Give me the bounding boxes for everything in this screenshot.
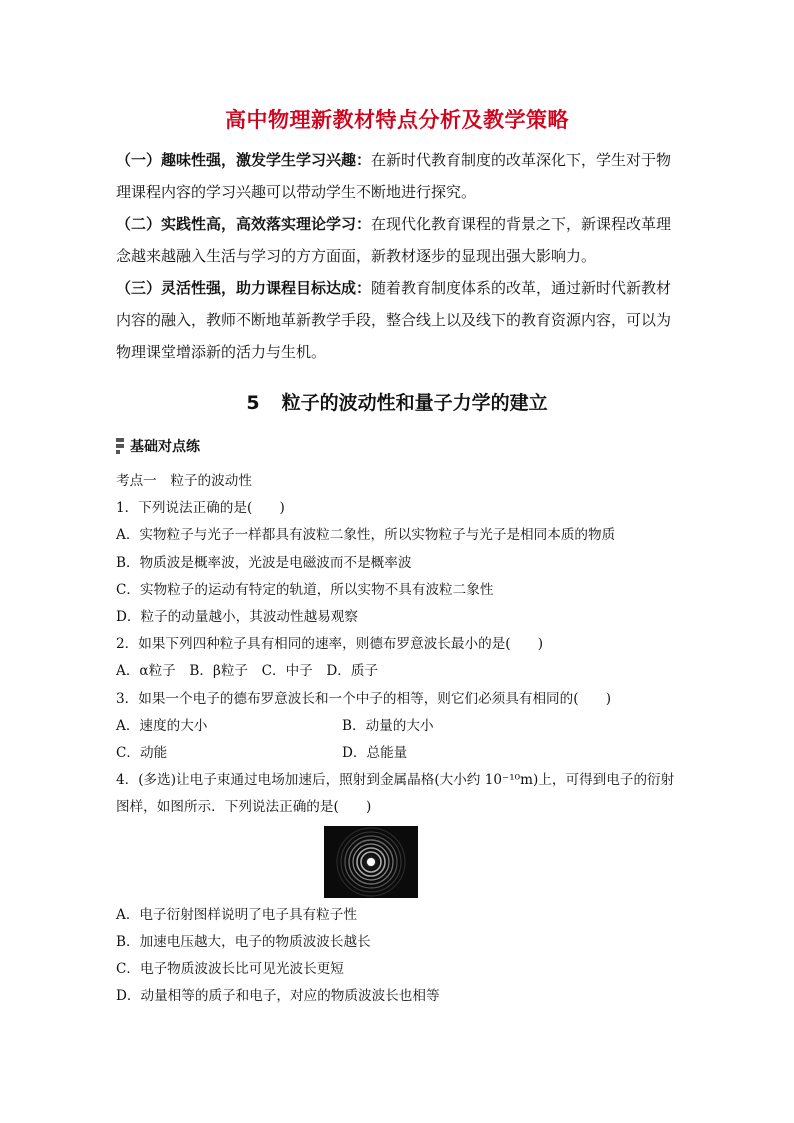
intro-lead: （二）实践性高，高效落实理论学习：	[116, 215, 372, 233]
q1-option-d: D．粒子的动量越小，其波动性越易观察	[116, 609, 358, 626]
question-list	[116, 468, 686, 1010]
section-title: 粒子的波动性和量子力学的建立	[281, 392, 548, 414]
q3-options-row-2	[116, 740, 686, 767]
q1-option-c: C．实物粒子的运动有特定的轨道，所以实物不具有波粒二象性	[116, 581, 494, 598]
q3-options-row-1	[116, 713, 686, 740]
q4-option-b: B．加速电压越大，电子的物质波波长越长	[116, 933, 371, 950]
intro-paragraph-3	[116, 272, 682, 368]
q4-stem-line-2: 图样，如图所示．下列说法正确的是( )	[116, 799, 372, 816]
section-number: 5	[246, 392, 260, 414]
intro-paragraph-1	[116, 144, 682, 208]
q1-option-a: A．实物粒子与光子一样都具有波粒二象性，所以实物粒子与光子是相同本质的物质	[116, 527, 616, 544]
electron-diffraction-image	[324, 826, 418, 898]
q4-option-d: D．动量相等的质子和电子，对应的物质波波长也相等	[116, 988, 440, 1005]
q2-options: A．α粒子 B．β粒子 C．中子 D．质子	[116, 663, 379, 680]
intro-paragraph-2	[116, 208, 682, 272]
q2-stem: 2．如果下列四种粒子具有相同的速率，则德布罗意波长最小的是( )	[116, 636, 544, 653]
q3-option-c: C．动能	[116, 745, 168, 762]
q4-option-c: C．电子物质波波长比可见光波长更短	[116, 961, 344, 978]
practice-heading	[116, 436, 200, 456]
q1-stem: 1．下列说法正确的是( )	[116, 500, 285, 517]
q4-stem-line-1: 4．(多选)让电子束通过电场加速后，照射到金属晶格(大小约 10⁻¹⁰m)上，可得到电子的衍射	[116, 772, 675, 789]
q3-option-b: B．动量的大小	[342, 717, 434, 734]
intro-text: 在新时代教育制度的改革深化下，学生对于物理课程内容的学习兴趣可以带动学生不断地进行探究。	[116, 151, 672, 201]
section-bar-icon	[116, 438, 124, 454]
diffraction-rings-icon	[324, 826, 418, 898]
page-title: 高中物理新教材特点分析及教学策略	[225, 108, 569, 132]
section-heading	[0, 388, 794, 415]
q1-option-b: B．物质波是概率波，光波是电磁波而不是概率波	[116, 554, 412, 571]
intro-lead: （三）灵活性强，助力课程目标达成：	[116, 279, 372, 297]
topic-label: 考点一 粒子的波动性	[116, 473, 252, 489]
intro-text: 随着教育制度体系的改革，通过新时代新教材内容的融入，教师不断地革新教学手段，整合线上以及线下的教育资源内容，可以为物理课堂增添新的活力与生机。	[116, 279, 672, 361]
intro-lead: （一）趣味性强，激发学生学习兴趣：	[116, 151, 372, 169]
q4-option-a: A．电子衍射图样说明了电子具有粒子性	[116, 906, 357, 923]
intro-block	[116, 144, 682, 368]
practice-label: 基础对点练	[130, 439, 200, 455]
q3-option-d: D．总能量	[342, 745, 408, 762]
q3-option-a: A．速度的大小	[116, 717, 208, 734]
intro-text: 在现代化教育课程的背景之下，新课程改革理念越来越融入生活与学习的方方面面，新教材逐步的显现出强大影响力。	[116, 215, 672, 265]
q3-stem: 3．如果一个电子的德布罗意波长和一个中子的相等，则它们必须具有相同的( )	[116, 690, 612, 707]
